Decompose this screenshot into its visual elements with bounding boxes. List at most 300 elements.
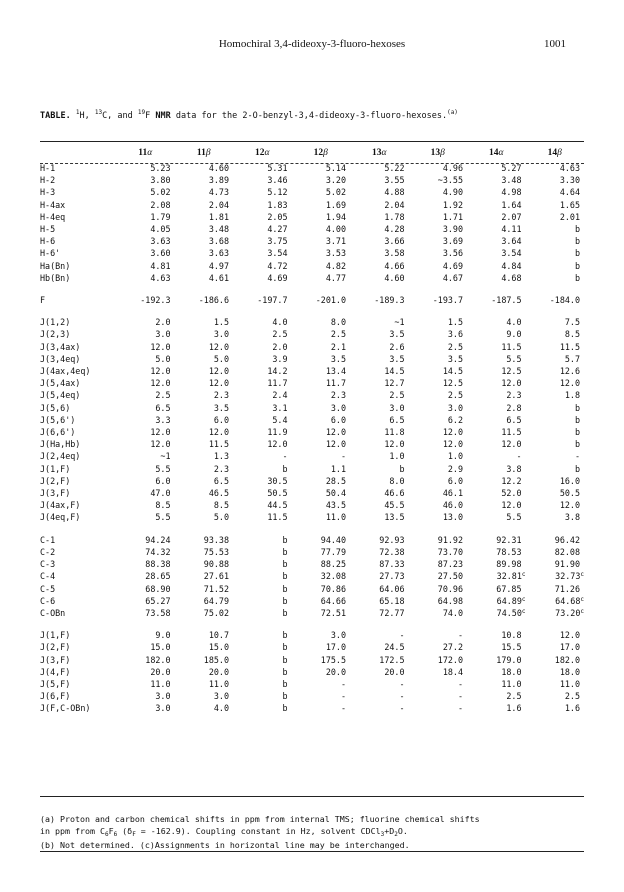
- table-cell: -: [457, 630, 463, 641]
- table-cell: 94.24: [145, 534, 171, 545]
- table-cell: b: [282, 607, 288, 618]
- table-cell: 11.0: [501, 678, 522, 689]
- nmr-data-table: [40, 144, 584, 715]
- table-cell: 5.5: [506, 512, 522, 523]
- table-cell: 172.5: [379, 654, 405, 665]
- table-cell: b: [574, 414, 580, 425]
- row-label: J(Ha,Hb): [40, 439, 81, 450]
- table-cell: 2.1: [330, 341, 346, 352]
- table-row: [40, 426, 584, 438]
- row-label: J(5,F): [40, 678, 71, 689]
- table-row: [40, 511, 584, 523]
- table-cell: 13.0: [442, 512, 463, 523]
- table-cell: 2.4: [272, 390, 288, 401]
- table-cell: 75.02: [203, 607, 229, 618]
- table-cell: 91.90: [554, 559, 580, 570]
- table-cell: 71.52: [203, 583, 229, 594]
- table-cell: 4.0: [213, 703, 229, 714]
- table-cell: 3.80: [150, 175, 171, 186]
- table-cell: 74.32: [145, 546, 171, 557]
- column-header-compound: 14α: [489, 147, 504, 158]
- table-top-rule: [40, 141, 584, 142]
- footnote-a: (a) Proton and carbon chemical shifts in ppm from internal TMS; fluorine chemical shifts: [40, 814, 480, 824]
- table-cell: 4.98: [501, 187, 522, 198]
- table-cell: 182.0: [145, 654, 171, 665]
- table-cell: 72.51: [320, 607, 346, 618]
- table-cell: 1.65: [559, 199, 580, 210]
- table-row: [40, 641, 584, 653]
- table-cell: 1.5: [213, 317, 229, 328]
- row-label: H-1: [40, 163, 56, 173]
- table-cell: -187.5: [491, 295, 522, 306]
- table-footnotes: [40, 814, 480, 852]
- table-cell: 88.38: [145, 559, 171, 570]
- table-cell: b: [282, 678, 288, 689]
- table-cell: 52.0: [501, 488, 522, 499]
- table-cell: b: [282, 546, 288, 557]
- table-cell: 11.5: [559, 341, 580, 352]
- table-cell: 12.0: [384, 439, 405, 450]
- table-row: [40, 463, 584, 475]
- table-cell: 2.5: [564, 691, 580, 702]
- row-label: H-4ax: [40, 199, 66, 210]
- table-row: [40, 341, 584, 353]
- table-cell: 12.5: [501, 366, 522, 377]
- table-cell: 1.69: [325, 199, 346, 210]
- running-header-title: Homochiral 3,4-dideoxy-3-fluoro-hexoses: [218, 38, 406, 50]
- table-cell: 64.06: [379, 583, 405, 594]
- table-cell: 11.9: [267, 427, 288, 438]
- table-cell: 5.14: [325, 163, 346, 173]
- row-label: J(5,4eq): [40, 390, 81, 401]
- table-cell: 27.50: [437, 571, 463, 582]
- row-label: Ha(Bn): [40, 260, 71, 271]
- table-cell: 12.2: [501, 475, 522, 486]
- table-cell: 3.48: [501, 175, 522, 186]
- table-cell: 2.5: [447, 390, 463, 401]
- row-label: C-6: [40, 595, 56, 606]
- table-cell: -: [340, 451, 346, 462]
- table-cell: -: [457, 703, 463, 714]
- table-cell: 3.5: [330, 353, 346, 364]
- table-cell: 8.5: [155, 500, 171, 511]
- table-cell: 2.3: [506, 390, 522, 401]
- table-cell: b: [282, 630, 288, 641]
- table-cell: 11.5: [267, 512, 288, 523]
- table-cell: 92.93: [379, 534, 405, 545]
- table-cell: 2.5: [506, 691, 522, 702]
- table-cell: 14.5: [384, 366, 405, 377]
- section-gap: [40, 619, 584, 629]
- column-header-compound: 13α: [372, 147, 387, 158]
- row-label: H-6': [40, 248, 61, 259]
- table-cell: 4.64: [559, 187, 580, 198]
- table-cell: 3.5: [389, 329, 405, 340]
- table-cell: 64.68$^c$: [555, 595, 584, 606]
- table-cell: 12.0: [150, 341, 171, 352]
- table-cell: 82.08: [554, 546, 580, 557]
- table-cell: 10.8: [501, 630, 522, 641]
- table-cell: 3.0: [330, 630, 346, 641]
- table-cell: 1.71: [442, 211, 463, 222]
- column-header-compound: 11β: [196, 147, 211, 158]
- table-row: [40, 499, 584, 511]
- table-cell: -201.0: [315, 295, 346, 306]
- table-row: [40, 402, 584, 414]
- table-cell: 14.2: [267, 366, 288, 377]
- table-row: [40, 235, 584, 247]
- row-label: H-4eq: [40, 211, 66, 222]
- table-cell: 5.4: [272, 414, 288, 425]
- table-cell: 20.0: [208, 666, 229, 677]
- table-cell: 2.04: [208, 199, 229, 210]
- table-cell: 70.96: [437, 583, 463, 594]
- table-row: [40, 546, 584, 558]
- footnote-a-continued: in ppm from $C_6F_6$ $(\delta_F = -162.9)$. Coupling constant in Hz, solvent $CDCl_3+D_2O$.: [40, 825, 408, 838]
- table-row: [40, 223, 584, 235]
- table-row: [40, 690, 584, 702]
- table-cell: 4.11: [501, 224, 522, 235]
- row-label: J(1,F): [40, 463, 71, 474]
- table-cell: 3.68: [208, 236, 229, 247]
- table-row: [40, 294, 584, 306]
- table-cell: ~1: [394, 317, 405, 328]
- table-cell: 4.69: [267, 272, 288, 283]
- table-cell: 2.5: [155, 390, 171, 401]
- table-cell: b: [282, 642, 288, 653]
- table-cell: 2.3: [213, 390, 229, 401]
- table-cell: -: [399, 630, 405, 641]
- table-cell: 3.63: [208, 248, 229, 259]
- table-cell: 3.30: [559, 175, 580, 186]
- table-row: [40, 328, 584, 340]
- table-cell: 3.1: [272, 402, 288, 413]
- table-cell: 78.53: [496, 546, 522, 557]
- table-cell: b: [574, 427, 580, 438]
- table-cell: -: [399, 703, 405, 714]
- table-cell: 1.3: [213, 451, 229, 462]
- table-cell: 5.5: [155, 512, 171, 523]
- row-label: H-5: [40, 224, 56, 235]
- table-row: [40, 438, 584, 450]
- table-cell: 8.5: [564, 329, 580, 340]
- row-label: C-5: [40, 583, 56, 594]
- table-cell: 28.5: [325, 475, 346, 486]
- table-cell: 3.9: [272, 353, 288, 364]
- table-cell: 11.0: [150, 678, 171, 689]
- table-row: [40, 316, 584, 328]
- table-cell: 16.0: [559, 475, 580, 486]
- table-cell: -: [457, 678, 463, 689]
- table-cell: 5.31: [267, 163, 288, 173]
- table-cell: 11.0: [559, 678, 580, 689]
- row-label: J(F,C-OBn): [40, 703, 91, 714]
- table-cell: 46.6: [384, 488, 405, 499]
- table-cell: 12.0: [559, 378, 580, 389]
- table-cell: -197.7: [257, 295, 288, 306]
- table-cell: 4.67: [442, 272, 463, 283]
- table-cell: 11.5: [501, 341, 522, 352]
- table-cell: 6.0: [155, 475, 171, 486]
- table-cell: 5.0: [213, 512, 229, 523]
- table-cell: ~1: [160, 451, 171, 462]
- header-blank-cell: [40, 144, 116, 162]
- table-cell: 185.0: [203, 654, 229, 665]
- table-cell: 12.0: [208, 366, 229, 377]
- table-cell: 5.7: [564, 353, 580, 364]
- table-cell: 5.5: [506, 353, 522, 364]
- table-cell: 4.60: [384, 272, 405, 283]
- table-cell: 4.90: [442, 187, 463, 198]
- table-cell: 3.54: [267, 248, 288, 259]
- table-cell: b: [282, 559, 288, 570]
- row-label: J(4eq,F): [40, 512, 81, 523]
- table-cell: 4.96: [442, 163, 463, 173]
- table-cell: b: [282, 666, 288, 677]
- table-cell: 3.0: [155, 703, 171, 714]
- table-cell: 12.0: [442, 439, 463, 450]
- table-cell: 10.7: [208, 630, 229, 641]
- table-cell: 3.5: [213, 402, 229, 413]
- table-cell: 68.90: [145, 583, 171, 594]
- table-cell: 4.68: [501, 272, 522, 283]
- table-cell: 2.08: [150, 199, 171, 210]
- table-cell: -: [457, 691, 463, 702]
- table-cell: b: [574, 248, 580, 259]
- table-row: [40, 702, 584, 714]
- table-cell: 32.08: [320, 571, 346, 582]
- table-cell: 3.6: [447, 329, 463, 340]
- table-cell: 4.72: [267, 260, 288, 271]
- table-cell: 28.65: [145, 571, 171, 582]
- table-cell: 44.5: [267, 500, 288, 511]
- table-cell: 4.00: [325, 224, 346, 235]
- table-cell: 50.4: [325, 488, 346, 499]
- row-label: Hb(Bn): [40, 272, 71, 283]
- table-cell: b: [282, 463, 288, 474]
- table-cell: 73.70: [437, 546, 463, 557]
- table-cell: 12.0: [559, 630, 580, 641]
- table-cell: 2.5: [447, 341, 463, 352]
- table-cell: -: [399, 678, 405, 689]
- column-header-compound: 12α: [255, 147, 270, 158]
- table-cell: 20.0: [325, 666, 346, 677]
- row-label: J(2,3): [40, 329, 71, 340]
- table-cell: 3.5: [389, 353, 405, 364]
- table-cell: 64.98: [437, 595, 463, 606]
- table-cell: 50.5: [559, 488, 580, 499]
- table-cell: 5.27: [501, 163, 522, 173]
- table-cell: 3.66: [384, 236, 405, 247]
- table-cell: 1.6: [564, 703, 580, 714]
- row-label: J(6,6'): [40, 427, 76, 438]
- table-cell: 2.05: [267, 211, 288, 222]
- table-cell: 5.5: [155, 463, 171, 474]
- table-cell: 13.4: [325, 366, 346, 377]
- table-cell: -: [340, 703, 346, 714]
- table-row: [40, 272, 584, 284]
- table-cell: 3.54: [501, 248, 522, 259]
- table-cell: 2.5: [272, 329, 288, 340]
- table-cell: 50.5: [267, 488, 288, 499]
- row-label: J(1,F): [40, 630, 71, 641]
- table-cell: -: [340, 678, 346, 689]
- table-cell: b: [282, 583, 288, 594]
- table-cell: 73.20$^c$: [555, 607, 584, 618]
- table-cell: 3.64: [501, 236, 522, 247]
- row-label: J(4,F): [40, 666, 71, 677]
- table-cell: 8.0: [389, 475, 405, 486]
- table-cell: 3.53: [325, 248, 346, 259]
- table-cell: -: [574, 451, 580, 462]
- table-cell: 91.92: [437, 534, 463, 545]
- table-cell: 67.85: [496, 583, 522, 594]
- table-cell: 47.0: [150, 488, 171, 499]
- table-cell: 1.8: [564, 390, 580, 401]
- table-cell: 11.8: [384, 427, 405, 438]
- table-cell: 72.77: [379, 607, 405, 618]
- table-cell: 2.6: [389, 341, 405, 352]
- table-cell: 4.97: [208, 260, 229, 271]
- section-gap: [40, 306, 584, 316]
- row-label: H-6: [40, 236, 56, 247]
- table-cell: 87.23: [437, 559, 463, 570]
- table-cell: -: [282, 451, 288, 462]
- table-cell: 93.38: [203, 534, 229, 545]
- table-cell: 3.89: [208, 175, 229, 186]
- table-cell: 5.0: [213, 353, 229, 364]
- table-cell: 3.55: [384, 175, 405, 186]
- table-cell: 3.8: [564, 512, 580, 523]
- table-cell: 12.0: [150, 366, 171, 377]
- table-cell: 12.0: [442, 427, 463, 438]
- table-cell: 4.88: [384, 187, 405, 198]
- table-cell: 12.0: [267, 439, 288, 450]
- table-cell: 3.60: [150, 248, 171, 259]
- table-cell: 11.7: [267, 378, 288, 389]
- table-cell: 2.0: [155, 317, 171, 328]
- table-row: [40, 595, 584, 607]
- table-bottom-rule: [40, 796, 584, 797]
- table-cell: 4.27: [267, 224, 288, 235]
- table-cell: 9.0: [155, 630, 171, 641]
- table-cell: 17.0: [559, 642, 580, 653]
- table-cell: 1.83: [267, 199, 288, 210]
- footnote-bottom-rule: [40, 851, 584, 852]
- table-cell: b: [574, 236, 580, 247]
- table-cell: 1.1: [330, 463, 346, 474]
- table-cell: 12.6: [559, 366, 580, 377]
- table-cell: 12.0: [208, 378, 229, 389]
- table-row: [40, 666, 584, 678]
- table-label: TABLE.: [40, 111, 71, 121]
- table-cell: -192.3: [140, 295, 171, 306]
- table-cell: 2.5: [389, 390, 405, 401]
- table-cell: b: [282, 534, 288, 545]
- table-cell: -: [399, 691, 405, 702]
- table-cell: 73.58: [145, 607, 171, 618]
- table-cell: 6.0: [447, 475, 463, 486]
- table-row: [40, 487, 584, 499]
- table-cell: 11.7: [325, 378, 346, 389]
- row-label: J(2,F): [40, 475, 71, 486]
- row-label: J(2,F): [40, 642, 71, 653]
- table-cell: 4.81: [150, 260, 171, 271]
- table-cell: 65.27: [145, 595, 171, 606]
- table-cell: b: [574, 272, 580, 283]
- table-cell: 3.90: [442, 224, 463, 235]
- table-cell: 74.0: [442, 607, 463, 618]
- table-cell: 12.0: [325, 439, 346, 450]
- table-cell: 6.2: [447, 414, 463, 425]
- table-cell: b: [574, 224, 580, 235]
- table-row: [40, 260, 584, 272]
- table-cell: 12.0: [208, 341, 229, 352]
- table-row: [40, 247, 584, 259]
- table-cell: 27.73: [379, 571, 405, 582]
- table-cell: -193.7: [432, 295, 463, 306]
- row-label: C-2: [40, 546, 56, 557]
- table-cell: 4.63: [559, 163, 580, 173]
- table-row: [40, 450, 584, 462]
- table-row: [40, 534, 584, 546]
- table-cell: b: [574, 463, 580, 474]
- table-row: [40, 678, 584, 690]
- row-label: C-4: [40, 571, 56, 582]
- table-row: [40, 162, 584, 174]
- table-row: [40, 174, 584, 186]
- table-cell: 77.79: [320, 546, 346, 557]
- table-cell: 2.5: [330, 329, 346, 340]
- table-cell: 1.64: [501, 199, 522, 210]
- table-cell: 6.5: [155, 402, 171, 413]
- table-cell: ~3.55: [437, 175, 463, 186]
- table-cell: 8.0: [330, 317, 346, 328]
- page-number: 1001: [544, 38, 566, 50]
- table-cell: 1.94: [325, 211, 346, 222]
- table-cell: 12.7: [384, 378, 405, 389]
- table-cell: 3.56: [442, 248, 463, 259]
- table-cell: 72.38: [379, 546, 405, 557]
- table-cell: 8.5: [213, 500, 229, 511]
- table-cell: 6.5: [389, 414, 405, 425]
- table-cell: 3.69: [442, 236, 463, 247]
- table-cell: 175.5: [320, 654, 346, 665]
- table-cell: 70.86: [320, 583, 346, 594]
- table-cell: 90.88: [203, 559, 229, 570]
- row-label: J(3,4ax): [40, 341, 81, 352]
- table-cell: 12.0: [150, 439, 171, 450]
- table-cell: b: [574, 439, 580, 450]
- table-cell: 5.02: [150, 187, 171, 198]
- table-cell: b: [282, 595, 288, 606]
- table-cell: 3.58: [384, 248, 405, 259]
- table-cell: 75.53: [203, 546, 229, 557]
- table-cell: 14.5: [442, 366, 463, 377]
- row-label: J(4ax,F): [40, 500, 81, 511]
- table-cell: b: [399, 463, 405, 474]
- table-cell: 15.0: [208, 642, 229, 653]
- table-cell: 64.66: [320, 595, 346, 606]
- table-row: [40, 570, 584, 582]
- table-cell: 5.23: [150, 163, 171, 173]
- table-cell: 88.25: [320, 559, 346, 570]
- row-label: C-OBn: [40, 607, 66, 618]
- table-row: [40, 629, 584, 641]
- table-cell: 4.84: [501, 260, 522, 271]
- table-cell: 179.0: [496, 654, 522, 665]
- table-cell: 6.5: [506, 414, 522, 425]
